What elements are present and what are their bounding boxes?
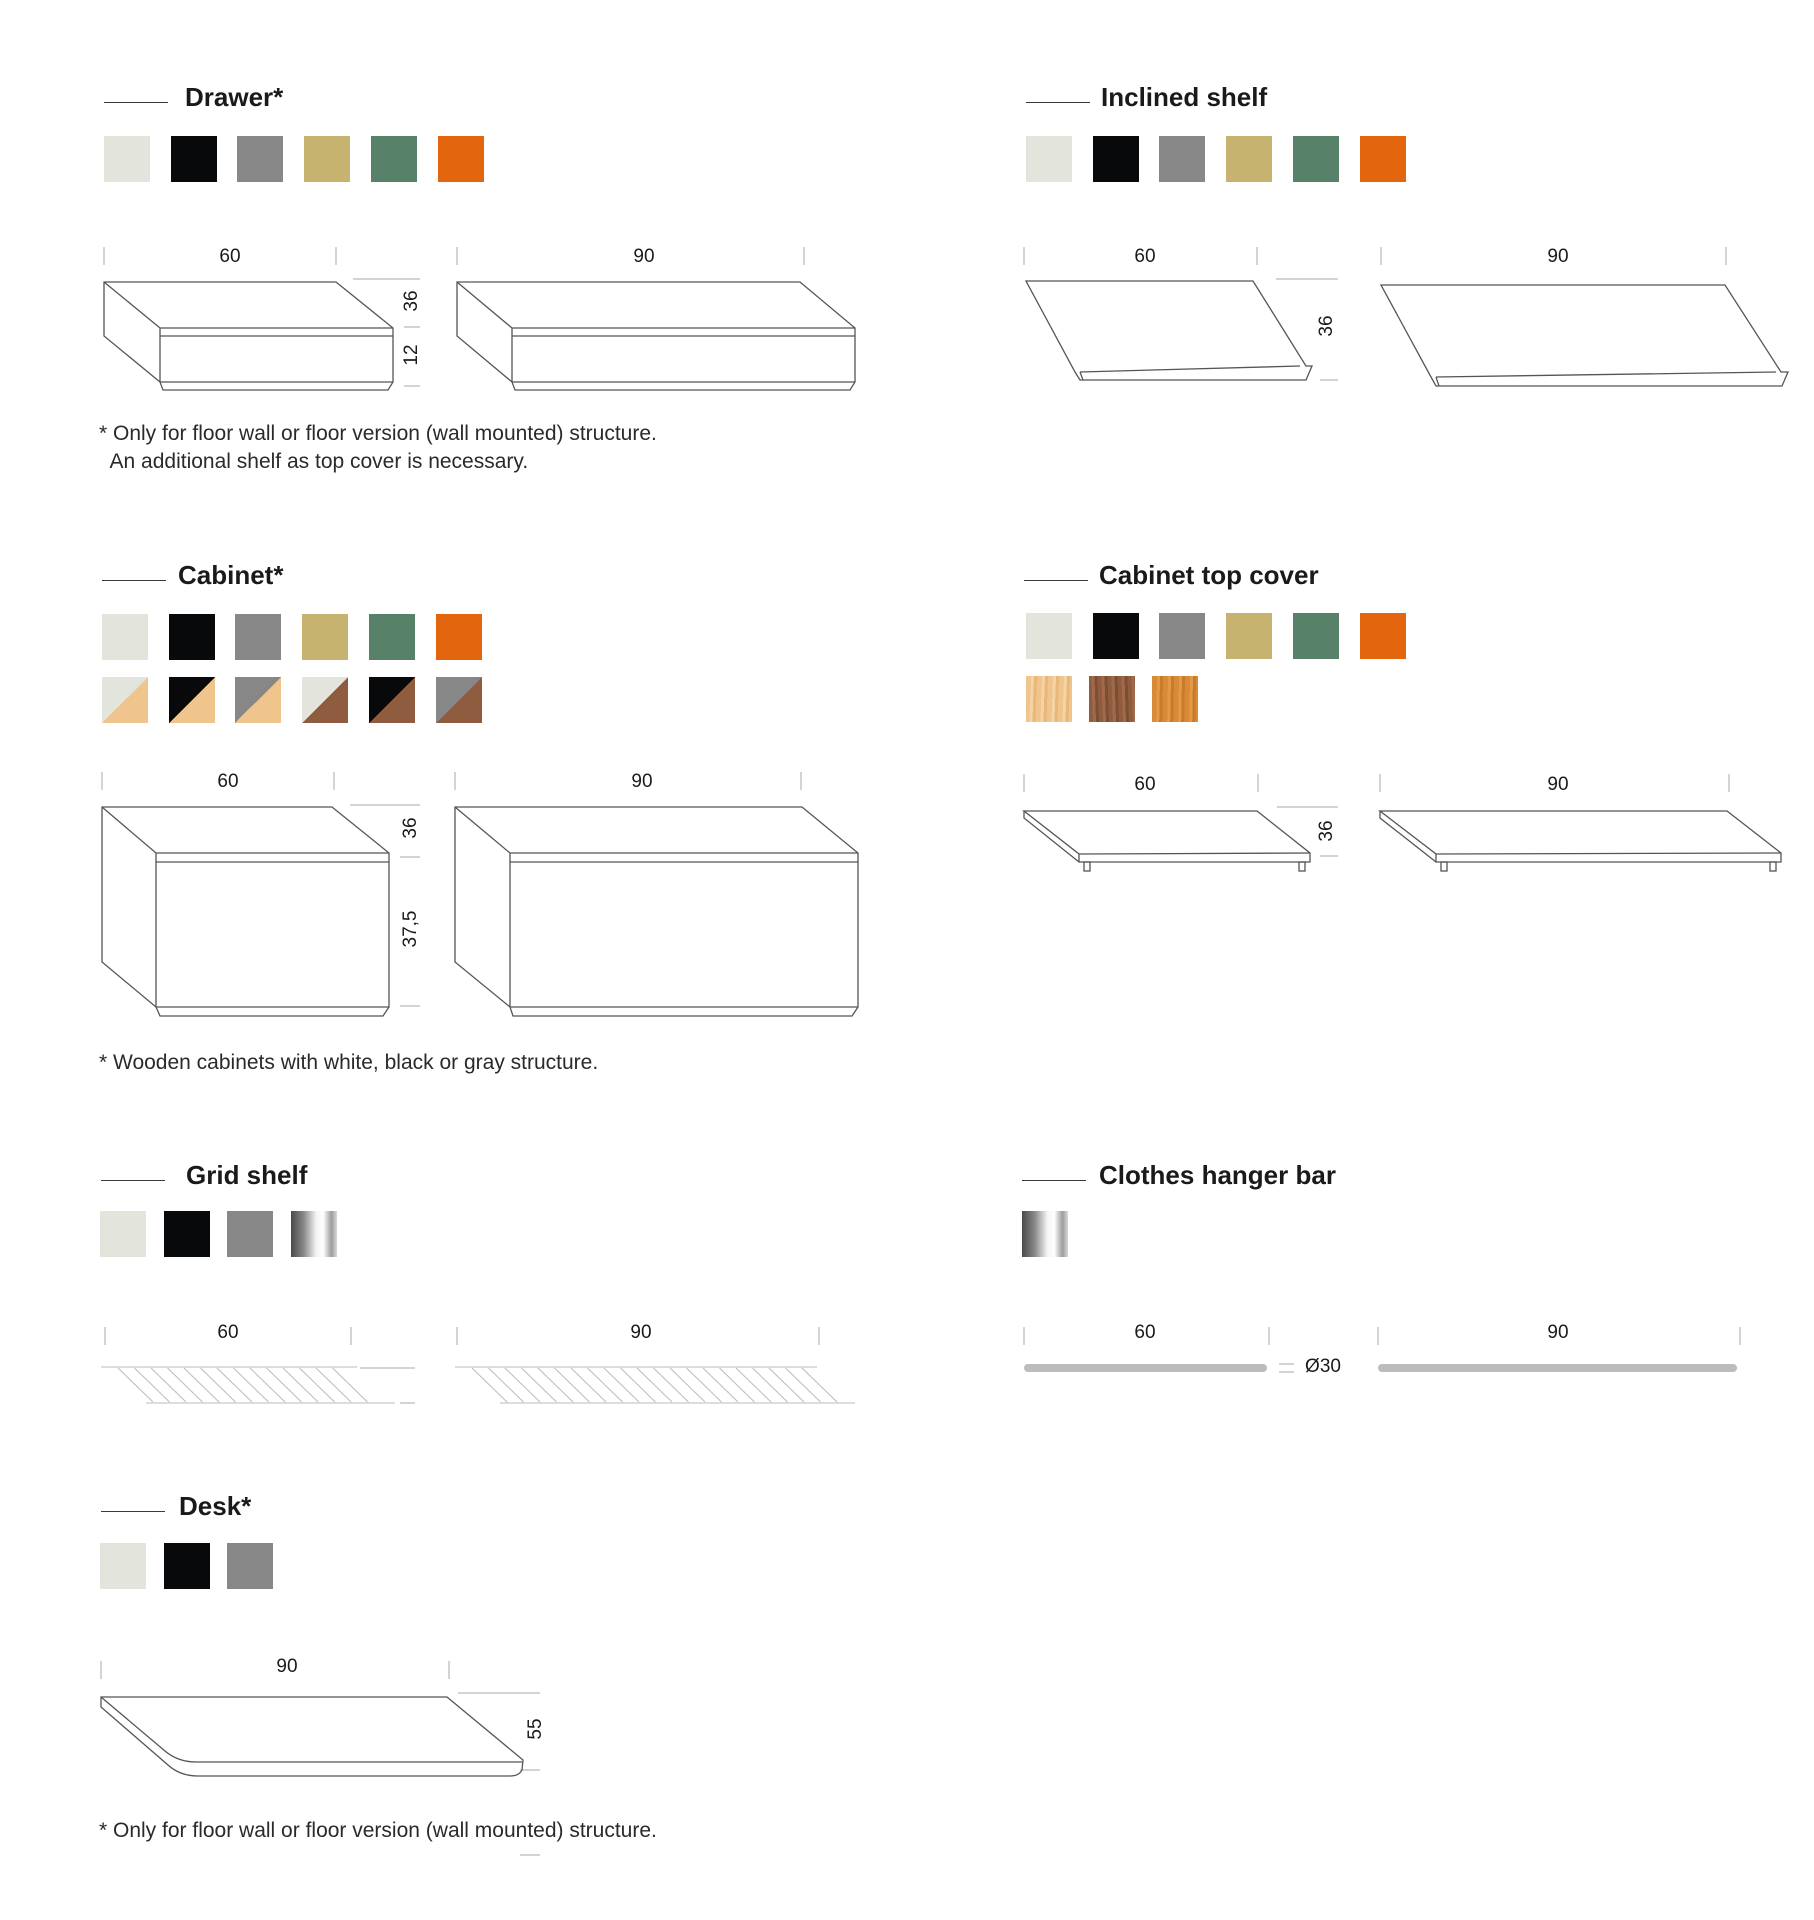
width-90-label: 90 — [1547, 246, 1569, 267]
color-swatch-black-oak[interactable] — [169, 677, 215, 723]
section-title: Cabinet* — [178, 560, 284, 590]
width-60-label: 60 — [1134, 1322, 1156, 1343]
color-swatch-green[interactable] — [371, 136, 417, 182]
color-swatch-orange[interactable] — [438, 136, 484, 182]
color-swatch-sand[interactable] — [302, 614, 348, 660]
color-swatch-sand[interactable] — [304, 136, 350, 182]
color-swatch-gray[interactable] — [1159, 136, 1205, 182]
color-swatch-orange[interactable] — [1360, 136, 1406, 182]
color-swatch-black[interactable] — [1093, 613, 1139, 659]
color-swatch-gray[interactable] — [237, 136, 283, 182]
color-swatch-cherry[interactable] — [1152, 676, 1198, 722]
color-swatch-orange[interactable] — [436, 614, 482, 660]
section-title: Desk* — [179, 1491, 252, 1521]
color-swatch-black[interactable] — [164, 1211, 210, 1257]
color-swatch-gray[interactable] — [227, 1211, 273, 1257]
depth-36-label: 36 — [1316, 315, 1337, 337]
section-title: Inclined shelf — [1101, 82, 1268, 112]
width-60-label: 60 — [217, 1322, 239, 1343]
color-swatch-white[interactable] — [104, 136, 150, 182]
color-swatch-chrome[interactable] — [291, 1211, 337, 1257]
width-90-label: 90 — [630, 1322, 652, 1343]
color-swatch-green[interactable] — [1293, 136, 1339, 182]
depth-36-label: 36 — [400, 817, 421, 839]
width-90-label: 90 — [276, 1656, 298, 1677]
width-60-label: 60 — [1134, 774, 1156, 795]
color-swatch-white-walnut[interactable] — [302, 677, 348, 723]
color-swatch-black[interactable] — [1093, 136, 1139, 182]
color-swatch-white[interactable] — [102, 614, 148, 660]
color-swatch-chrome[interactable] — [1022, 1211, 1068, 1257]
color-swatch-oak[interactable] — [1026, 676, 1072, 722]
color-swatch-black[interactable] — [169, 614, 215, 660]
color-swatch-white[interactable] — [1026, 613, 1072, 659]
color-swatch-gray-oak[interactable] — [235, 677, 281, 723]
section-title: Grid shelf — [186, 1160, 308, 1190]
color-swatch-sand[interactable] — [1226, 136, 1272, 182]
section-title: Clothes hanger bar — [1099, 1160, 1336, 1190]
color-swatch-gray-walnut[interactable] — [436, 677, 482, 723]
color-swatch-white[interactable] — [100, 1543, 146, 1589]
color-swatch-black[interactable] — [171, 136, 217, 182]
width-90-label: 90 — [633, 246, 655, 267]
depth-55-label: 55 — [525, 1718, 546, 1740]
color-swatch-walnut[interactable] — [1089, 676, 1135, 722]
color-swatch-sand[interactable] — [1226, 613, 1272, 659]
diameter-label: Ø30 — [1305, 1356, 1341, 1377]
height-12-label: 12 — [401, 344, 422, 366]
section-title: Cabinet top cover — [1099, 560, 1319, 590]
drawer-footnote: * Only for floor wall or floor version (wall mounted) structure. An additional shelf as top cover is necessary. — [99, 422, 657, 473]
color-swatch-orange[interactable] — [1360, 613, 1406, 659]
height-37-5-label: 37,5 — [400, 910, 421, 948]
color-swatch-black[interactable] — [164, 1543, 210, 1589]
color-swatch-green[interactable] — [369, 614, 415, 660]
color-swatch-green[interactable] — [1293, 613, 1339, 659]
depth-36-label: 36 — [401, 290, 422, 312]
width-60-label: 60 — [217, 771, 239, 792]
cabinet-footnote: * Wooden cabinets with white, black or gray structure. — [99, 1051, 599, 1074]
color-swatch-gray[interactable] — [235, 614, 281, 660]
color-swatch-gray[interactable] — [227, 1543, 273, 1589]
width-60-label: 60 — [1134, 246, 1156, 267]
color-swatch-white[interactable] — [1026, 136, 1072, 182]
color-swatch-white[interactable] — [100, 1211, 146, 1257]
desk-footnote: * Only for floor wall or floor version (wall mounted) structure. — [99, 1819, 657, 1842]
width-90-label: 90 — [631, 771, 653, 792]
width-90-label: 90 — [1547, 774, 1569, 795]
color-swatch-gray[interactable] — [1159, 613, 1205, 659]
color-swatch-white-oak[interactable] — [102, 677, 148, 723]
width-90-label: 90 — [1547, 1322, 1569, 1343]
section-title: Drawer* — [185, 82, 284, 112]
color-swatch-black-walnut[interactable] — [369, 677, 415, 723]
depth-36-label: 36 — [1316, 820, 1337, 842]
width-60-label: 60 — [219, 246, 241, 267]
